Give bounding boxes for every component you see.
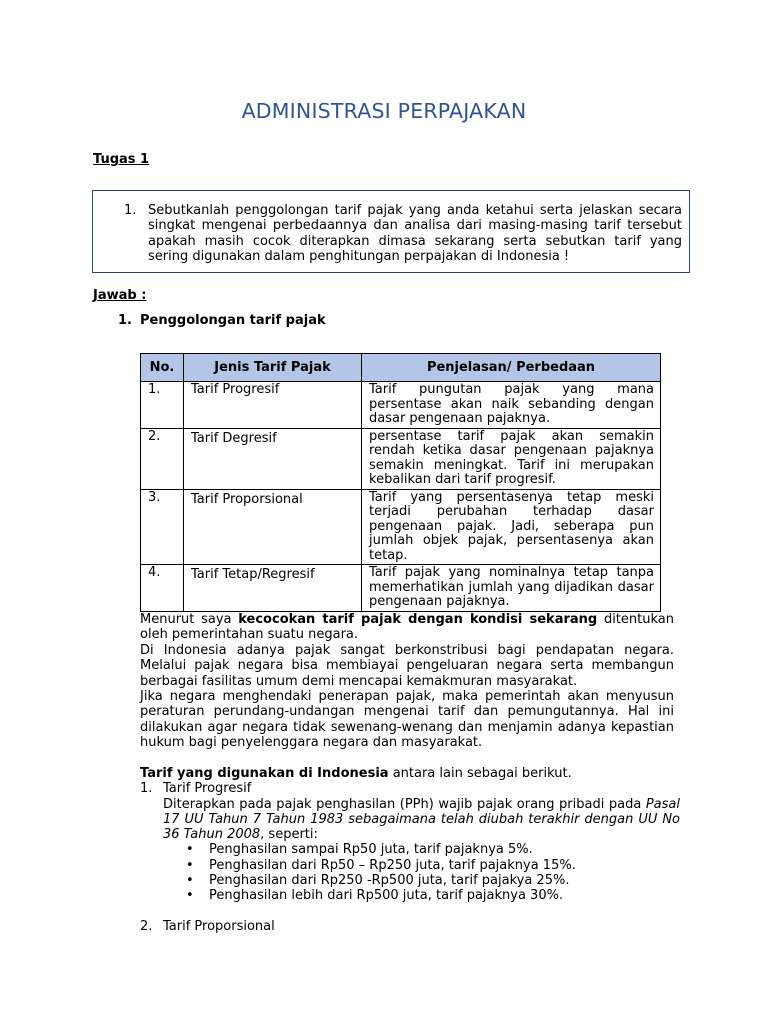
description-text: , seperti: <box>260 827 318 843</box>
tarif-heading-bold: Tarif yang digunakan di Indonesia <box>140 766 389 781</box>
list-item-description <box>140 797 680 843</box>
task-heading: Tugas 1 <box>93 152 150 167</box>
bullet-icon: • <box>186 873 194 889</box>
list-item <box>140 842 680 857</box>
answer-heading <box>118 313 326 328</box>
row-penjelasan: persentase tarif pajak akan semakin rendah ketika dasar pengenaan pajaknya semakin meningkat. Tarif ini merupakan kebalikan dari tarif progresif. <box>362 428 661 489</box>
paragraph-text: ditentukan oleh pemerintahan suatu negara. <box>140 612 674 643</box>
answer-heading-text: Penggolongan tarif pajak <box>140 313 326 328</box>
paragraph-indonesia: Di Indonesia adanya pajak sangat berkonstribusi bagi pendapatan negara. Melalui pajak negara bisa membiayai pengeluaran negara serta membangun berbagai fasilitas umum demi mencapai kemakmuran masyarakat. <box>140 643 674 689</box>
row-jenis: Tarif Proporsional <box>184 489 362 565</box>
header-no: No. <box>141 354 184 382</box>
row-jenis: Tarif Progresif <box>184 382 362 429</box>
list-item <box>140 873 680 888</box>
header-penjelasan: Penjelasan/ Perbedaan <box>362 354 661 382</box>
table-row <box>141 428 661 489</box>
paragraph-kecocokan <box>140 612 674 643</box>
row-no: 4. <box>141 565 184 612</box>
list-item <box>140 858 680 873</box>
row-penjelasan: Tarif pajak yang nominalnya tetap tanpa memerhatikan jumlah yang dijadikan dasar pengenaan pajaknya. <box>362 565 661 612</box>
bracket-text: Penghasilan lebih dari Rp500 juta, tarif pajaknya 30%. <box>209 888 564 904</box>
paragraph-bold-text: kecocokan tarif pajak dengan kondisi sekarang <box>238 612 598 627</box>
tarif-indonesia-section <box>140 766 680 934</box>
tax-rate-table <box>140 353 661 612</box>
row-jenis: Tarif Tetap/Regresif <box>184 565 362 612</box>
list-item <box>140 781 680 796</box>
question-text: Sebutkanlah penggolongan tarif pajak yang anda ketahui serta jelaskan secara singkat mengenai perbedaannya dan analisa dari masing-masing tarif tersebut apakah masih cocok diterapkan dimasa sekarang serta sebutkan tarif yang sering digunakan dalam penghitungan perpajakan di Indonesia ! <box>148 203 682 264</box>
row-no: 2. <box>141 428 184 489</box>
row-no: 1. <box>141 382 184 429</box>
table-header-row <box>141 354 661 382</box>
bullet-icon: • <box>186 888 194 904</box>
row-penjelasan: Tarif pungutan pajak yang mana persentase akan naik sebanding dengan dasar pengenaan pajaknya. <box>362 382 661 429</box>
bracket-list <box>140 842 680 903</box>
row-no: 3. <box>141 489 184 565</box>
tarif-indonesia-heading <box>140 766 680 781</box>
bullet-icon: • <box>186 842 194 858</box>
bullet-icon: • <box>186 857 194 873</box>
tarif-heading-rest: antara lain sebagai berikut. <box>388 766 572 781</box>
description-text: Diterapkan pada pajak penghasilan (PPh) wajib pajak orang pribadi pada <box>163 796 646 812</box>
answer-heading-number: 1. <box>118 313 132 328</box>
bracket-text: Penghasilan sampai Rp50 juta, tarif pajaknya 5%. <box>209 842 533 858</box>
bracket-text: Penghasilan dari Rp250 -Rp500 juta, tarif pajakya 25%. <box>209 873 570 889</box>
question-box <box>92 190 690 273</box>
row-penjelasan: Tarif yang persentasenya tetap meski terjadi perubahan terhadap dasar pengenaan pajak. Jadi, seberapa pun jumlah objek pajak, persentasenya akan tetap. <box>362 489 661 565</box>
list-item-title: Tarif Progresif <box>163 781 252 797</box>
table-row <box>141 489 661 565</box>
list-item <box>140 888 680 903</box>
answer-label: Jawab : <box>93 288 147 303</box>
document-title: ADMINISTRASI PERPAJAKAN <box>241 99 527 123</box>
list-item <box>140 919 680 934</box>
question-number: 1. <box>124 203 137 218</box>
paragraph-text: Menurut saya <box>140 612 239 627</box>
row-jenis: Tarif Degresif <box>184 428 362 489</box>
paragraph-negara: Jika negara menghendaki penerapan pajak, maka pemerintah akan menyusun peraturan perundang-undangan mengenai tarif dan pemungutannya. Hal ini dilakukan agar negara tidak sewenang-wenang dan menjamin adanya kepastian hukum bagi penyelenggara negara dan masyarakat. <box>140 689 674 750</box>
list-item-number: 2. <box>140 918 153 934</box>
bracket-text: Penghasilan dari Rp50 – Rp250 juta, tarif pajaknya 15%. <box>209 857 576 873</box>
description-italic: Pasal 17 UU Tahun 7 Tahun 1983 sebagaimana telah diubah terakhir dengan UU No 36 Tahun 2008 <box>163 796 680 843</box>
list-item-number: 1. <box>140 781 153 797</box>
table-row <box>141 382 661 429</box>
list-item-title: Tarif Proporsional <box>163 918 275 934</box>
table-row <box>141 565 661 612</box>
header-jenis: Jenis Tarif Pajak <box>184 354 362 382</box>
